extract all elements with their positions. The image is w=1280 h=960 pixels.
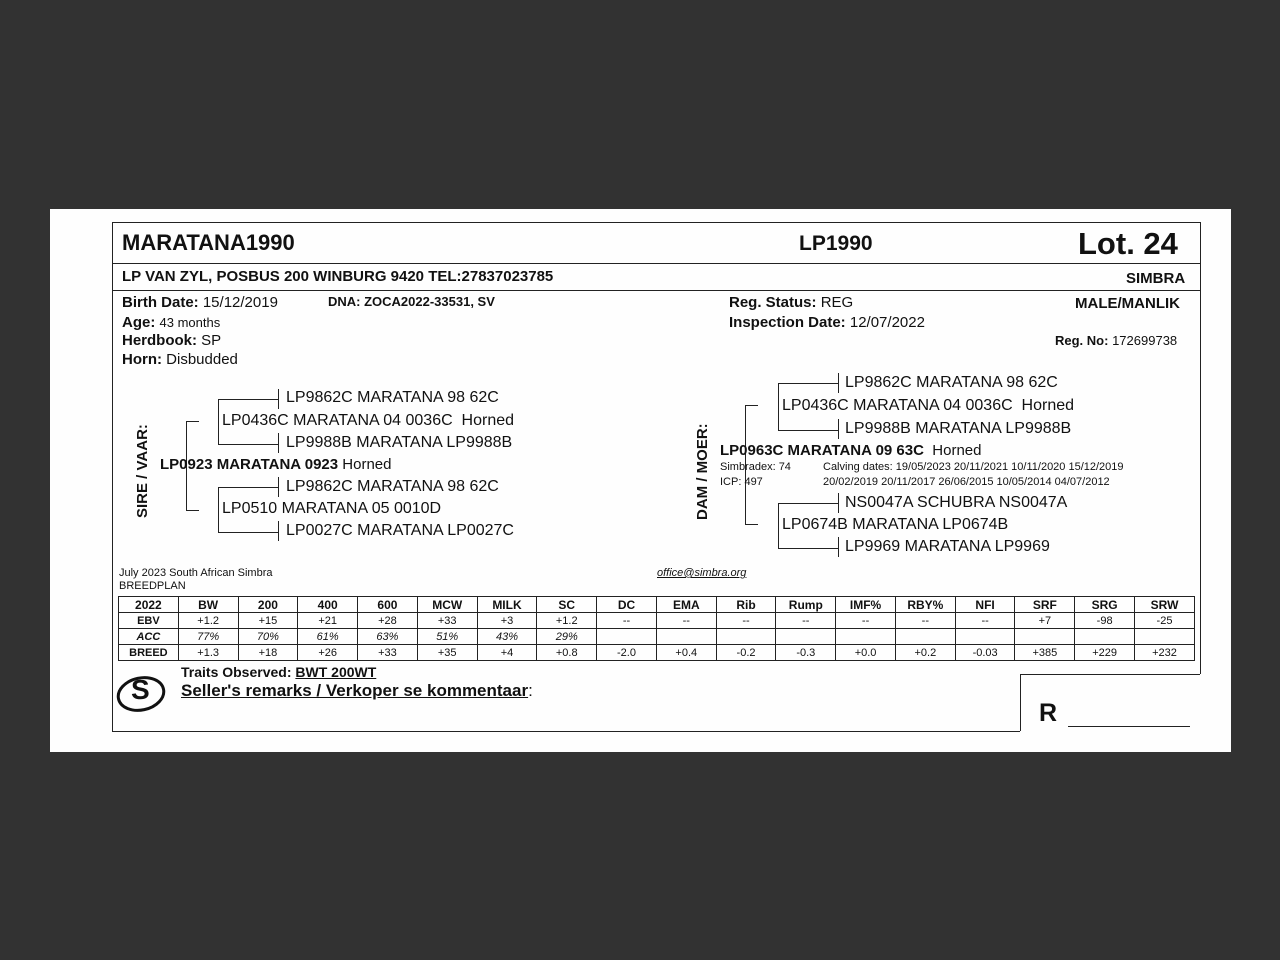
dam-simbradex: Simbradex: 74 bbox=[720, 461, 791, 473]
ebv-header-row bbox=[119, 597, 1195, 613]
breed-cell: +26 bbox=[298, 645, 358, 661]
age: Age: 43 months bbox=[122, 314, 221, 331]
dam-label: DAM / MOER: bbox=[694, 423, 711, 520]
ebv-cell: +15 bbox=[238, 613, 298, 629]
breed-cell: +33 bbox=[358, 645, 418, 661]
ebv-header-cell: NFI bbox=[955, 597, 1015, 613]
ebv-cell: -98 bbox=[1075, 613, 1135, 629]
ebv-header-cell: IMF% bbox=[836, 597, 896, 613]
lot-card bbox=[50, 209, 1231, 752]
sire-granddam: LP0510 MARATANA 05 0010D bbox=[222, 500, 442, 517]
logo-letter: S bbox=[131, 674, 150, 705]
dam-icp: ICP: 497 bbox=[720, 476, 763, 488]
ebv-header-cell: Rib bbox=[716, 597, 776, 613]
acc-row bbox=[119, 629, 1195, 645]
ebv-cell: -- bbox=[776, 613, 836, 629]
breed-cell: +229 bbox=[1075, 645, 1135, 661]
breed-cell: -2.0 bbox=[597, 645, 657, 661]
ebv-cell: +1.2 bbox=[537, 613, 597, 629]
sire-ggd1: LP9988B MARATANA LP9988B bbox=[286, 434, 513, 451]
sex: MALE/MANLIK bbox=[1075, 295, 1180, 312]
ebv-cell: +7 bbox=[1015, 613, 1075, 629]
ebv-header-cell: Rump bbox=[776, 597, 836, 613]
ebv-cell: -- bbox=[656, 613, 716, 629]
ebv-cell: +3 bbox=[477, 613, 537, 629]
sire-label: SIRE / VAAR: bbox=[134, 424, 151, 518]
breed-cell: +18 bbox=[238, 645, 298, 661]
sire-ggs2: LP9862C MARATANA 98 62C bbox=[286, 478, 499, 495]
breed-cell: +0.0 bbox=[836, 645, 896, 661]
herdbook: Herdbook: SP bbox=[122, 332, 222, 349]
ebv-cell: +28 bbox=[358, 613, 418, 629]
sire-ggs1: LP9862C MARATANA 98 62C bbox=[286, 389, 499, 406]
acc-cell: 70% bbox=[238, 629, 298, 645]
acc-cell: 61% bbox=[298, 629, 358, 645]
breed-cell: +35 bbox=[417, 645, 477, 661]
ebv-cell: +33 bbox=[417, 613, 477, 629]
acc-cell bbox=[955, 629, 1015, 645]
breed: SIMBRA bbox=[1126, 270, 1186, 287]
ebv-row bbox=[119, 613, 1195, 629]
ebv-header-row-label: 2022 bbox=[119, 597, 179, 613]
breed-cell: -0.2 bbox=[716, 645, 776, 661]
breed-row-label: BREED bbox=[119, 645, 179, 661]
dam-granddam: LP0674B MARATANA LP0674B bbox=[782, 516, 1009, 533]
ebv-header-cell: 600 bbox=[358, 597, 418, 613]
acc-cell: 77% bbox=[178, 629, 238, 645]
ebv-header-cell: MCW bbox=[417, 597, 477, 613]
acc-cell: 51% bbox=[417, 629, 477, 645]
breed-cell: +232 bbox=[1135, 645, 1195, 661]
ebv-cell: -- bbox=[955, 613, 1015, 629]
animal-id: LP1990 bbox=[799, 232, 873, 255]
dam-animal: LP0963C MARATANA 09 63C Horned bbox=[720, 442, 982, 459]
acc-cell bbox=[1015, 629, 1075, 645]
animal-name: MARATANA1990 bbox=[122, 230, 295, 255]
acc-cell: 43% bbox=[477, 629, 537, 645]
acc-cell bbox=[597, 629, 657, 645]
breed-cell: -0.3 bbox=[776, 645, 836, 661]
breed-cell: +0.4 bbox=[656, 645, 716, 661]
ebv-header-cell: EMA bbox=[656, 597, 716, 613]
traits-observed: Traits Observed: BWT 200WT bbox=[181, 664, 377, 680]
ebv-header-cell: 200 bbox=[238, 597, 298, 613]
acc-cell bbox=[716, 629, 776, 645]
acc-cell bbox=[895, 629, 955, 645]
acc-cell bbox=[836, 629, 896, 645]
ebv-header-cell: DC bbox=[597, 597, 657, 613]
horn: Horn: Disbudded bbox=[122, 351, 238, 368]
breed-cell: +385 bbox=[1015, 645, 1075, 661]
acc-cell bbox=[656, 629, 716, 645]
dna: DNA: ZOCA2022-33531, SV bbox=[328, 294, 495, 309]
breed-cell: +0.8 bbox=[537, 645, 597, 661]
dam-ggd2: LP9969 MARATANA LP9969 bbox=[845, 538, 1050, 555]
ebv-cell: +1.2 bbox=[178, 613, 238, 629]
ebv-cell: -- bbox=[716, 613, 776, 629]
ebv-cell: -- bbox=[895, 613, 955, 629]
ebv-header-cell: SRG bbox=[1075, 597, 1135, 613]
ebv-header-cell: SRW bbox=[1135, 597, 1195, 613]
breed-row bbox=[119, 645, 1195, 661]
ebv-header-cell: RBY% bbox=[895, 597, 955, 613]
breed-cell: +4 bbox=[477, 645, 537, 661]
acc-cell: 63% bbox=[358, 629, 418, 645]
dam-calving-dates-2: 20/02/2019 20/11/2017 26/06/2015 10/05/2014 04/07/2012 bbox=[823, 476, 1110, 488]
acc-cell bbox=[1135, 629, 1195, 645]
acc-row-label: ACC bbox=[119, 629, 179, 645]
ebv-cell: -25 bbox=[1135, 613, 1195, 629]
ebv-row-label: EBV bbox=[119, 613, 179, 629]
ebv-header-cell: SRF bbox=[1015, 597, 1075, 613]
ebv-header-cell: SC bbox=[537, 597, 597, 613]
ebv-cell: -- bbox=[836, 613, 896, 629]
ebv-cell: -- bbox=[597, 613, 657, 629]
price-input-line[interactable] bbox=[1068, 726, 1190, 727]
ebv-header-cell: BW bbox=[178, 597, 238, 613]
dam-ggs2: NS0047A SCHUBRA NS0047A bbox=[845, 494, 1068, 511]
acc-cell bbox=[1075, 629, 1135, 645]
breeder-info: LP VAN ZYL, POSBUS 200 WINBURG 9420 TEL:27837023785 bbox=[122, 268, 554, 285]
ebv-cell: +21 bbox=[298, 613, 358, 629]
breed-cell: +0.2 bbox=[895, 645, 955, 661]
acc-cell: 29% bbox=[537, 629, 597, 645]
reg-no: Reg. No: 172699738 bbox=[1055, 333, 1178, 348]
sire-ggd2: LP0027C MARATANA LP0027C bbox=[286, 522, 514, 539]
birth-date: Birth Date: 15/12/2019 bbox=[122, 294, 278, 311]
price-label: R bbox=[1039, 699, 1058, 727]
dam-grandsire: LP0436C MARATANA 04 0036C Horned bbox=[782, 397, 1075, 414]
inspection-date: Inspection Date: 12/07/2022 bbox=[729, 314, 925, 331]
lot-number: Lot. 24 bbox=[1078, 226, 1178, 261]
dam-ggs1: LP9862C MARATANA 98 62C bbox=[845, 374, 1058, 391]
dam-calving-dates: Calving dates: 19/05/2023 20/11/2021 10/11/2020 15/12/2019 bbox=[823, 461, 1124, 473]
ebv-table bbox=[118, 596, 1195, 661]
acc-cell bbox=[776, 629, 836, 645]
ebv-header-cell: 400 bbox=[298, 597, 358, 613]
breed-cell: -0.03 bbox=[955, 645, 1015, 661]
dam-ggd1: LP9988B MARATANA LP9988B bbox=[845, 420, 1072, 437]
ebv-header-cell: MILK bbox=[477, 597, 537, 613]
breed-cell: +1.3 bbox=[178, 645, 238, 661]
breedplan-source: July 2023 South African Simbra BREEDPLAN bbox=[119, 567, 273, 592]
sellers-remarks: Seller's remarks / Verkoper se kommentaar: bbox=[181, 681, 533, 700]
reg-status: Reg. Status: REG bbox=[729, 294, 854, 311]
email-link[interactable]: office@simbra.org bbox=[657, 567, 747, 579]
sire-grandsire: LP0436C MARATANA 04 0036C Horned bbox=[222, 412, 515, 429]
sire-animal: LP0923 MARATANA 0923 Horned bbox=[160, 456, 392, 473]
